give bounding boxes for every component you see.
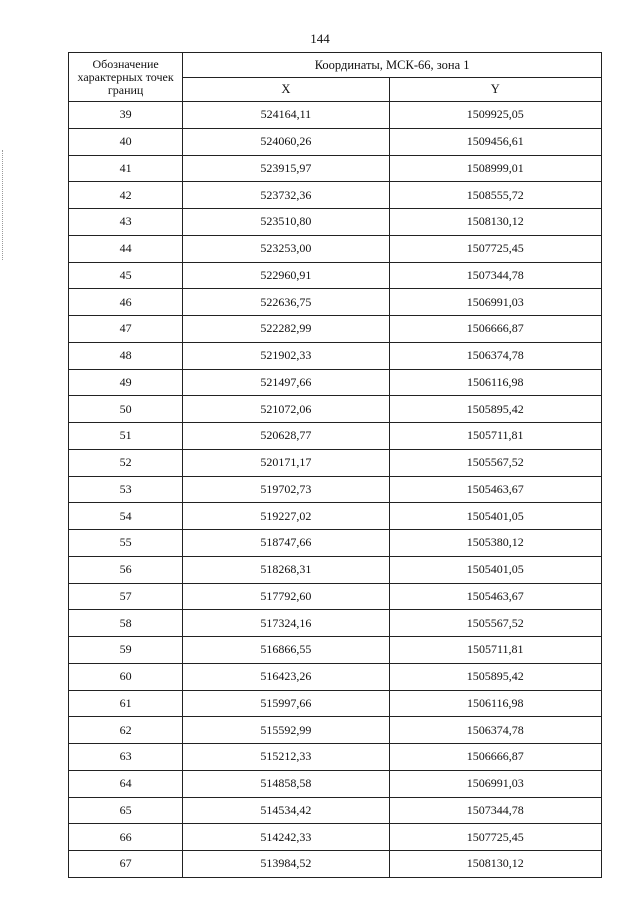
table-row [69, 503, 602, 530]
header-y: Y [389, 78, 601, 102]
cell-point: 56 [69, 556, 183, 583]
cell-y: 1505401,05 [389, 503, 601, 530]
cell-point: 52 [69, 449, 183, 476]
table-row [69, 182, 602, 209]
cell-point: 55 [69, 530, 183, 557]
cell-x: 523510,80 [183, 209, 389, 236]
cell-y: 1507344,78 [389, 797, 601, 824]
cell-x: 513984,52 [183, 851, 389, 878]
cell-y: 1505463,67 [389, 476, 601, 503]
table-row [69, 342, 602, 369]
cell-x: 523915,97 [183, 155, 389, 182]
table-row [69, 530, 602, 557]
cell-point: 41 [69, 155, 183, 182]
cell-point: 47 [69, 316, 183, 343]
cell-y: 1505567,52 [389, 610, 601, 637]
cell-y: 1509925,05 [389, 102, 601, 129]
table-header [69, 53, 602, 102]
table-body [69, 102, 602, 878]
table-row [69, 744, 602, 771]
table-row [69, 316, 602, 343]
cell-y: 1506991,03 [389, 770, 601, 797]
cell-y: 1505380,12 [389, 530, 601, 557]
cell-y: 1506116,98 [389, 690, 601, 717]
cell-y: 1506374,78 [389, 342, 601, 369]
cell-point: 49 [69, 369, 183, 396]
cell-x: 515212,33 [183, 744, 389, 771]
cell-y: 1506666,87 [389, 744, 601, 771]
cell-x: 514858,58 [183, 770, 389, 797]
cell-x: 518268,31 [183, 556, 389, 583]
cell-y: 1505567,52 [389, 449, 601, 476]
page-number: 144 [310, 31, 330, 46]
cell-point: 67 [69, 851, 183, 878]
cell-point: 44 [69, 235, 183, 262]
table-row [69, 102, 602, 129]
cell-point: 62 [69, 717, 183, 744]
cell-point: 42 [69, 182, 183, 209]
cell-x: 524060,26 [183, 128, 389, 155]
cell-point: 51 [69, 423, 183, 450]
table-row [69, 663, 602, 690]
cell-y: 1507725,45 [389, 824, 601, 851]
cell-point: 66 [69, 824, 183, 851]
cell-x: 521902,33 [183, 342, 389, 369]
table-row [69, 423, 602, 450]
cell-point: 43 [69, 209, 183, 236]
cell-y: 1505895,42 [389, 663, 601, 690]
coordinates-table [68, 52, 602, 878]
cell-y: 1506374,78 [389, 717, 601, 744]
table-row [69, 449, 602, 476]
cell-y: 1507344,78 [389, 262, 601, 289]
table-row [69, 851, 602, 878]
cell-x: 514534,42 [183, 797, 389, 824]
cell-x: 521072,06 [183, 396, 389, 423]
cell-y: 1505895,42 [389, 396, 601, 423]
table-row [69, 637, 602, 664]
header-x: X [183, 78, 389, 102]
table-row [69, 770, 602, 797]
table-row [69, 289, 602, 316]
cell-x: 522960,91 [183, 262, 389, 289]
cell-x: 517792,60 [183, 583, 389, 610]
cell-y: 1506666,87 [389, 316, 601, 343]
cell-point: 63 [69, 744, 183, 771]
cell-y: 1508555,72 [389, 182, 601, 209]
table-row [69, 369, 602, 396]
cell-y: 1505463,67 [389, 583, 601, 610]
cell-point: 58 [69, 610, 183, 637]
cell-x: 523732,36 [183, 182, 389, 209]
table-row [69, 583, 602, 610]
cell-x: 519702,73 [183, 476, 389, 503]
cell-point: 50 [69, 396, 183, 423]
cell-x: 523253,00 [183, 235, 389, 262]
cell-x: 518747,66 [183, 530, 389, 557]
cell-y: 1506116,98 [389, 369, 601, 396]
table-row [69, 824, 602, 851]
table-row [69, 556, 602, 583]
table-row [69, 610, 602, 637]
table-row [69, 717, 602, 744]
cell-x: 514242,33 [183, 824, 389, 851]
cell-y: 1505401,05 [389, 556, 601, 583]
cell-point: 48 [69, 342, 183, 369]
cell-x: 515997,66 [183, 690, 389, 717]
cell-point: 65 [69, 797, 183, 824]
cell-y: 1508130,12 [389, 851, 601, 878]
cell-point: 57 [69, 583, 183, 610]
cell-x: 520171,17 [183, 449, 389, 476]
table-row [69, 155, 602, 182]
cell-x: 516423,26 [183, 663, 389, 690]
cell-y: 1508999,01 [389, 155, 601, 182]
cell-point: 59 [69, 637, 183, 664]
cell-y: 1507725,45 [389, 235, 601, 262]
cell-x: 515592,99 [183, 717, 389, 744]
cell-x: 522282,99 [183, 316, 389, 343]
cell-x: 517324,16 [183, 610, 389, 637]
table-row [69, 690, 602, 717]
cell-y: 1506991,03 [389, 289, 601, 316]
cell-y: 1505711,81 [389, 637, 601, 664]
cell-x: 519227,02 [183, 503, 389, 530]
header-coordinate-system: Координаты, МСК-66, зона 1 [183, 53, 602, 78]
cell-point: 46 [69, 289, 183, 316]
cell-point: 64 [69, 770, 183, 797]
table-row [69, 396, 602, 423]
cell-point: 60 [69, 663, 183, 690]
table-row [69, 128, 602, 155]
cell-point: 61 [69, 690, 183, 717]
cell-y: 1508130,12 [389, 209, 601, 236]
cell-x: 516866,55 [183, 637, 389, 664]
cell-x: 522636,75 [183, 289, 389, 316]
scan-margin-mark [2, 150, 4, 260]
table-row [69, 797, 602, 824]
table-row [69, 209, 602, 236]
cell-x: 521497,66 [183, 369, 389, 396]
cell-x: 524164,11 [183, 102, 389, 129]
header-point-designation: Обозначение характерных точек границ [69, 53, 183, 102]
cell-point: 39 [69, 102, 183, 129]
cell-y: 1505711,81 [389, 423, 601, 450]
cell-point: 45 [69, 262, 183, 289]
cell-point: 40 [69, 128, 183, 155]
cell-point: 53 [69, 476, 183, 503]
cell-y: 1509456,61 [389, 128, 601, 155]
table-row [69, 235, 602, 262]
table-row [69, 476, 602, 503]
table-row [69, 262, 602, 289]
cell-x: 520628,77 [183, 423, 389, 450]
cell-point: 54 [69, 503, 183, 530]
